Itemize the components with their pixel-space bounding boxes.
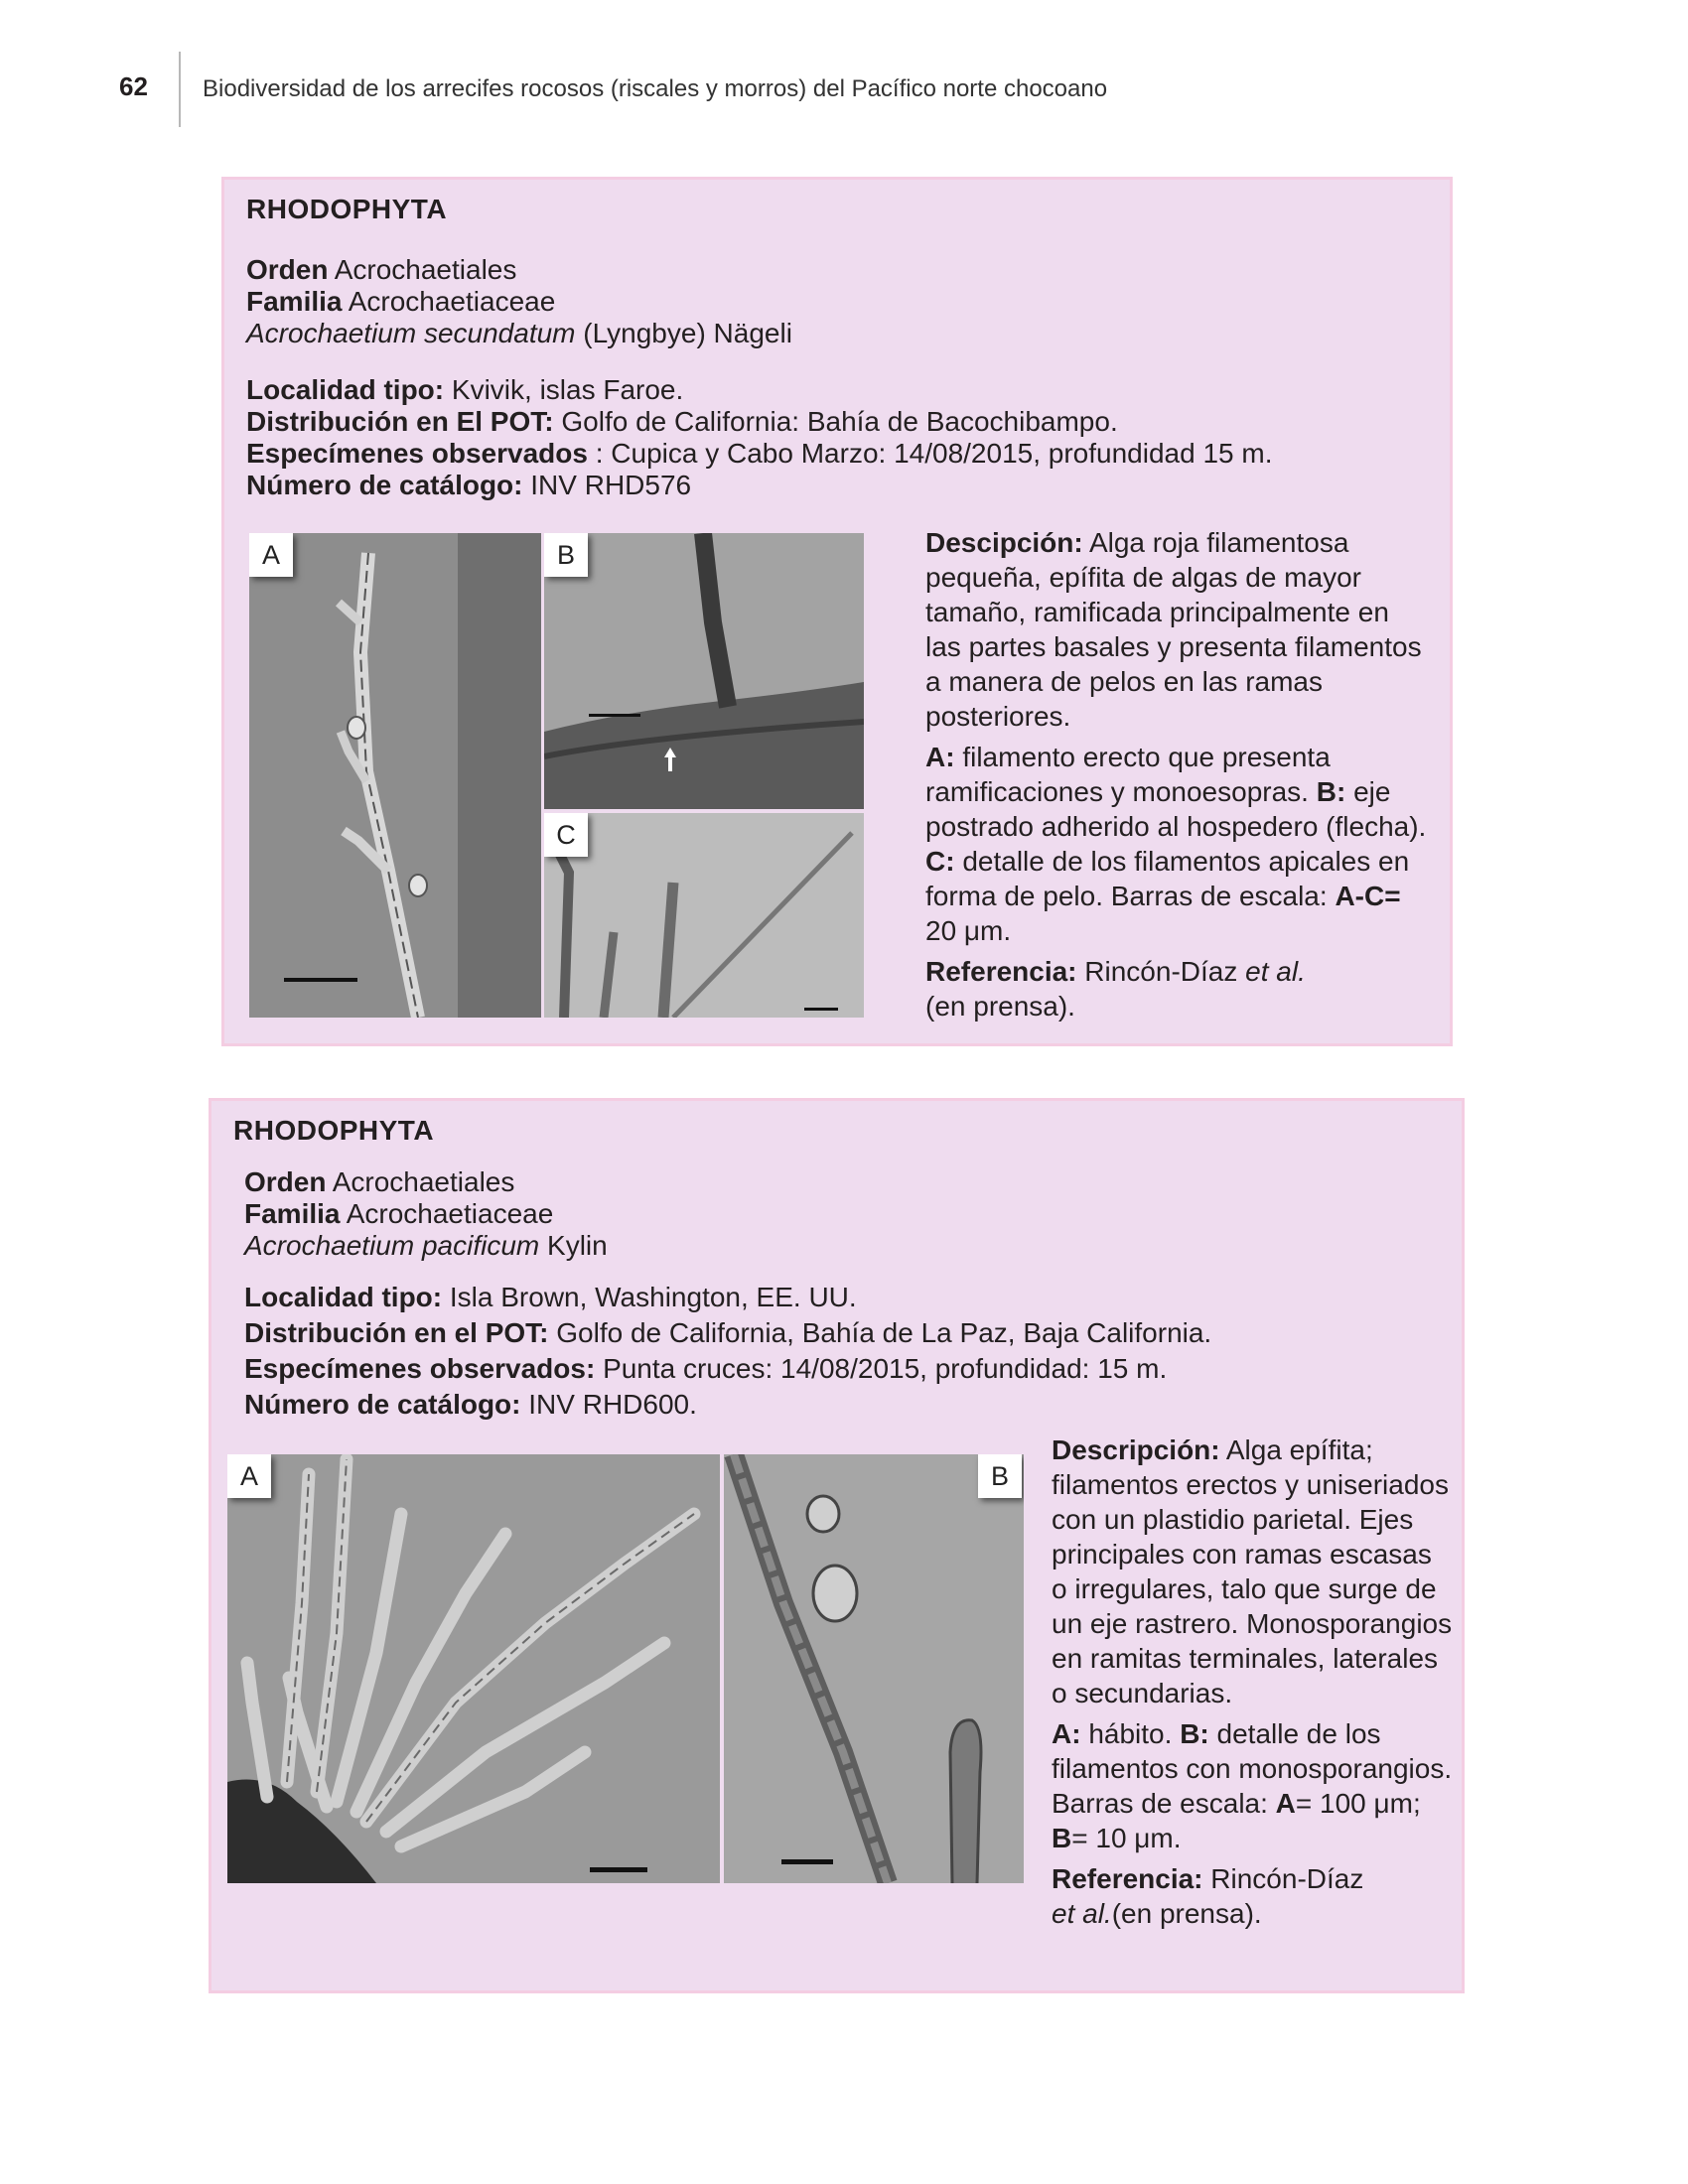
panel-label-a: A <box>249 533 293 577</box>
reference: Referencia: Rincón-Díaz et al.(en prensa). <box>1052 1863 1364 1929</box>
panel-label-b: B <box>978 1454 1022 1498</box>
page-number: 62 <box>119 71 148 101</box>
localidad-tipo: Localidad tipo: Isla Brown, Washington, EE. UU. <box>244 1282 857 1312</box>
especimenes-observados: Especímenes observados : Cupica y Cabo Marzo: 14/08/2015, profundidad 15 m. <box>246 438 1273 469</box>
figure-caption: A: hábito. B: detalle de los filamentos con monosporangios. Barras de escala: A= 100 μm; B= 10 μm. <box>1052 1718 1453 1853</box>
phylum-heading: RHODOPHYTA <box>233 1115 435 1146</box>
micrograph-a <box>227 1454 720 1883</box>
species-card-acrochaetium-pacificum <box>209 1098 1465 1993</box>
figure-caption: A: filamento erecto que presenta ramificaciones y monoesopras. B: eje postrado adherido al hospedero (flecha). C: detalle de los filamentos apicales en forma de pelo. Barras de escala: A-C= 20 μm. <box>925 742 1427 946</box>
description-text: Descripción: Alga epífita; filamentos erectos y uniseriados con un plastidio parietal. Ejes principales con ramas escasas o irregulares, talo que surge de un eje rastrero. Monosporangios en ramitas terminales, laterales o secundarias. <box>1052 1434 1453 1708</box>
familia-line: Familia Acrochaetiaceae <box>246 286 556 317</box>
numero-catalogo: Número de catálogo: INV RHD600. <box>244 1389 697 1420</box>
taxonomy-block <box>244 1166 608 1262</box>
facts-block <box>244 1280 1211 1423</box>
micrograph-b-drawing <box>544 533 864 809</box>
micrograph-c <box>544 813 864 1018</box>
orden-line: Orden Acrochaetiales <box>246 254 517 285</box>
header-divider <box>179 52 181 127</box>
localidad-tipo: Localidad tipo: Kvivik, islas Faroe. <box>246 374 684 405</box>
species-author: Kylin <box>547 1230 608 1261</box>
facts-block <box>246 374 1272 501</box>
panel-label-b: B <box>544 533 588 577</box>
species-name: Acrochaetium secundatum <box>246 318 576 348</box>
micrograph-b <box>544 533 864 809</box>
species-author: (Lyngbye) Nägeli <box>583 318 792 348</box>
panel-label-c: C <box>544 813 588 857</box>
distribucion: Distribución en El POT: Golfo de California: Bahía de Bacochibampo. <box>246 406 1118 437</box>
running-title: Biodiversidad de los arrecifes rocosos (riscales y morros) del Pacífico norte chocoano <box>203 75 1108 102</box>
description-block <box>925 525 1432 1029</box>
species-name-line <box>244 1230 608 1262</box>
distribucion: Distribución en el POT: Golfo de California, Bahía de La Paz, Baja California. <box>244 1317 1212 1348</box>
micrograph-a <box>249 533 541 1018</box>
species-name-line <box>246 318 792 349</box>
species-name: Acrochaetium pacificum <box>244 1230 540 1261</box>
panel-label-a: A <box>227 1454 271 1498</box>
phylum-heading: RHODOPHYTA <box>246 194 448 224</box>
micrograph-a-drawing <box>227 1454 720 1883</box>
reference: Referencia: Rincón-Díaz et al. (en prensa). <box>925 956 1306 1022</box>
description-block <box>1052 1433 1454 1937</box>
page-header <box>0 0 1688 139</box>
taxonomy-block <box>246 254 792 349</box>
species-card-acrochaetium-secundatum <box>221 177 1453 1046</box>
numero-catalogo: Número de catálogo: INV RHD576 <box>246 470 692 500</box>
micrograph-a-drawing <box>249 533 541 1018</box>
micrograph-b-drawing <box>724 1454 1024 1883</box>
orden-line: Orden Acrochaetiales <box>244 1166 515 1197</box>
description-text: Descipción: Alga roja filamentosa pequeña, epífita de algas de mayor tamaño, ramificada principalmente en las partes basales y presenta filamentos a manera de pelos en las ramas posteriores. <box>925 527 1422 732</box>
especimenes-observados: Especímenes observados: Punta cruces: 14/08/2015, profundidad: 15 m. <box>244 1353 1168 1384</box>
micrograph-b <box>724 1454 1024 1883</box>
familia-line: Familia Acrochaetiaceae <box>244 1198 554 1229</box>
micrograph-c-drawing <box>544 813 864 1018</box>
